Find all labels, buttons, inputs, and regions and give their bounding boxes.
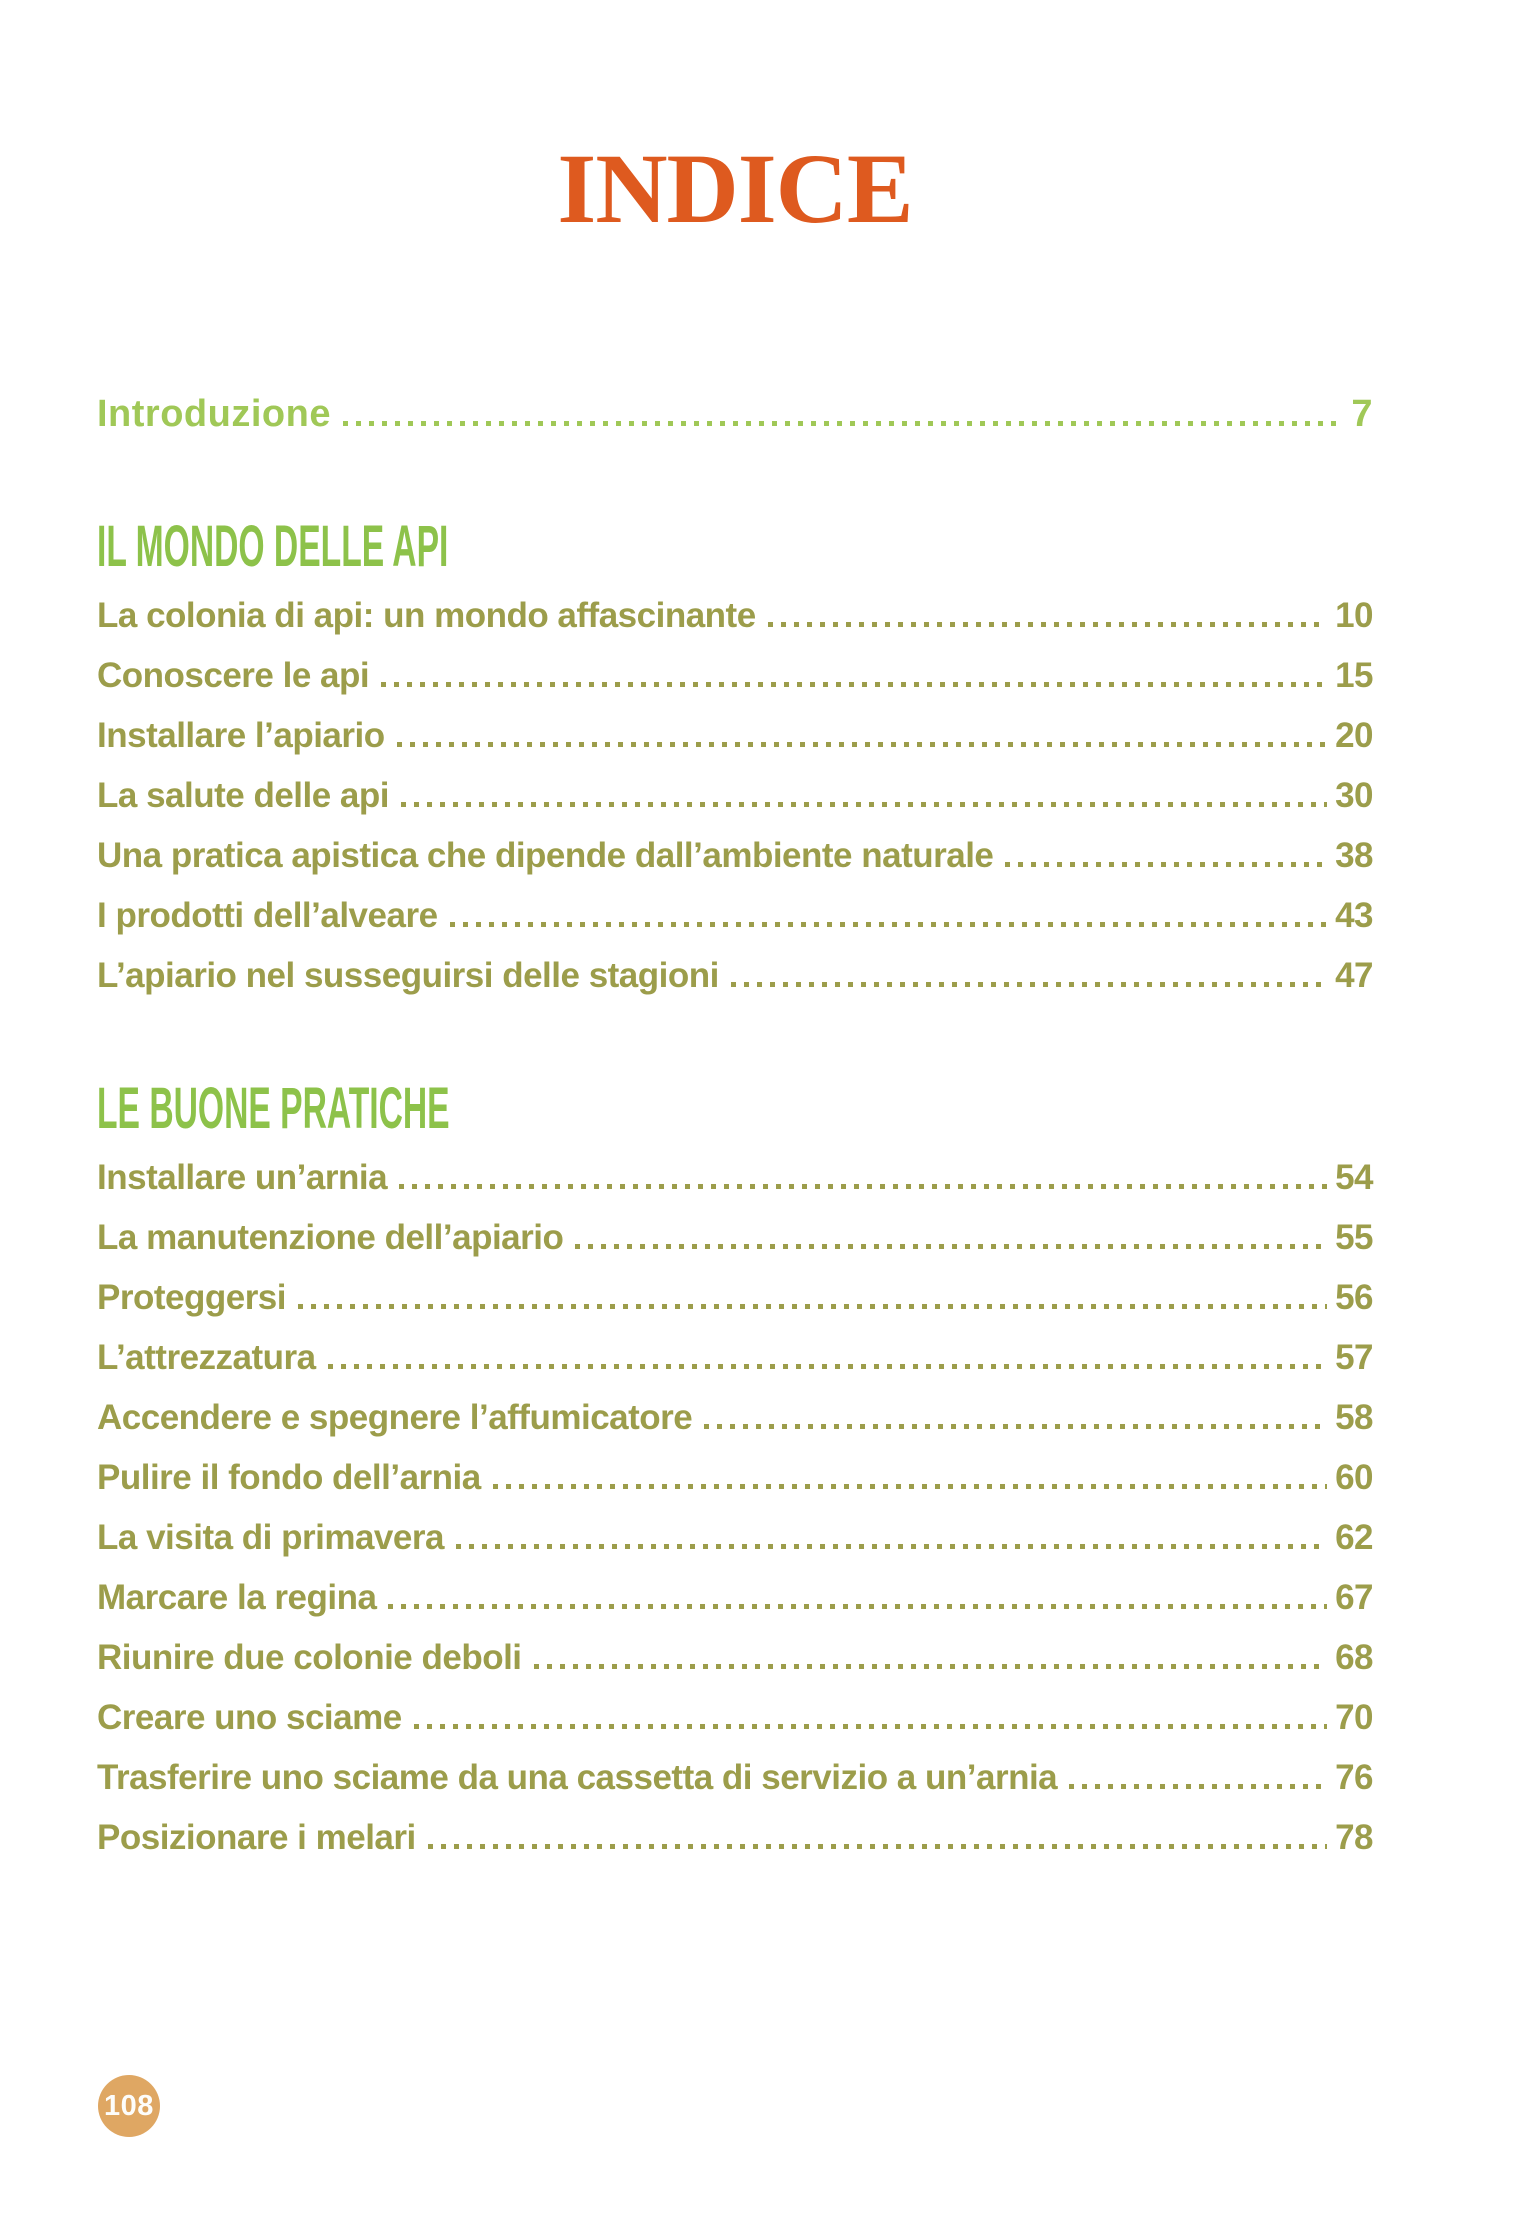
dot-leader <box>456 1544 1327 1549</box>
toc-entry-row <box>97 826 1373 886</box>
toc-entry-label: Installare un’arnia <box>97 1158 388 1197</box>
toc-entry-row <box>97 706 1373 766</box>
toc-entry-row <box>97 766 1373 826</box>
toc-entry-row <box>97 1688 1373 1748</box>
toc-entry-label: Una pratica apistica che dipende dall’ambiente naturale <box>97 836 994 875</box>
toc-entry-row <box>97 1808 1373 1868</box>
dot-leader <box>575 1244 1327 1249</box>
toc-entry-page-number: 78 <box>1335 1818 1373 1857</box>
toc-entry-page-number: 68 <box>1335 1638 1373 1677</box>
toc-entry-row <box>97 1328 1373 1388</box>
toc-entry-row <box>97 586 1373 646</box>
toc-entry-page-number: 60 <box>1335 1458 1373 1497</box>
toc-entry-page-number: 10 <box>1335 596 1373 635</box>
toc-entry-row <box>97 1508 1373 1568</box>
toc-entry-row <box>97 1268 1373 1328</box>
toc-entry-page-number: 70 <box>1335 1698 1373 1737</box>
dot-leader <box>414 1724 1327 1729</box>
toc-intro-row <box>97 384 1373 444</box>
section-rows <box>97 586 1373 1006</box>
toc-entry-page-number: 15 <box>1335 656 1373 695</box>
toc-entry-page-number: 56 <box>1335 1278 1373 1317</box>
toc-entry-page-number: 30 <box>1335 776 1373 815</box>
dot-leader <box>401 802 1327 807</box>
dot-leader <box>388 1604 1327 1609</box>
toc-entry-label: L’apiario nel susseguirsi delle stagioni <box>97 956 719 995</box>
dot-leader <box>768 622 1327 627</box>
toc-entry-row <box>97 1568 1373 1628</box>
toc-intro-page-number: 7 <box>1351 393 1373 435</box>
toc-entry-label: L’attrezzatura <box>97 1338 316 1377</box>
dot-leader <box>399 1184 1327 1189</box>
dot-leader <box>1069 1784 1327 1789</box>
toc-sections <box>97 514 1373 1868</box>
toc-entry-row <box>97 946 1373 1006</box>
toc-entry-label: Marcare la regina <box>97 1578 377 1617</box>
toc-entry-row <box>97 1148 1373 1208</box>
toc-entry-page-number: 54 <box>1335 1158 1373 1197</box>
dot-leader <box>397 742 1327 747</box>
toc-entry-label: La colonia di api: un mondo affascinante <box>97 596 756 635</box>
toc-entry-page-number: 58 <box>1335 1398 1373 1437</box>
toc-entry-page-number: 76 <box>1335 1758 1373 1797</box>
dot-leader <box>1005 862 1327 867</box>
toc-entry-label: Trasferire uno sciame da una cassetta di servizio a un’arnia <box>97 1758 1058 1797</box>
dot-leader <box>328 1364 1327 1369</box>
toc-entry-page-number: 55 <box>1335 1218 1373 1257</box>
dot-leader <box>731 982 1327 987</box>
toc-entry-label: Riunire due colonie deboli <box>97 1638 522 1677</box>
toc-entry-row <box>97 1748 1373 1808</box>
toc-entry-label: Installare l’apiario <box>97 716 385 755</box>
toc-entry-page-number: 62 <box>1335 1518 1373 1557</box>
toc-entry-label: La manutenzione dell’apiario <box>97 1218 564 1257</box>
toc-entry-page-number: 38 <box>1335 836 1373 875</box>
toc-entry-row <box>97 1628 1373 1688</box>
toc-entry-label: Pulire il fondo dell’arnia <box>97 1458 481 1497</box>
toc-page <box>0 133 1536 1868</box>
toc-entry-label: Accendere e spegnere l’affumicatore <box>97 1398 693 1437</box>
toc-entry-label: Proteggersi <box>97 1278 286 1317</box>
toc-entry-row <box>97 1208 1373 1268</box>
toc-entry-label: Creare uno sciame <box>97 1698 402 1737</box>
dot-leader <box>298 1304 1327 1309</box>
section-rows <box>97 1148 1373 1868</box>
toc-entry-page-number: 20 <box>1335 716 1373 755</box>
toc-intro-label: Introduzione <box>97 393 331 435</box>
toc-entry-label: Conoscere le api <box>97 656 370 695</box>
toc-entry-row <box>97 646 1373 706</box>
dot-leader <box>343 421 1343 426</box>
dot-leader <box>428 1844 1327 1849</box>
toc-entry-label: La salute delle api <box>97 776 389 815</box>
dot-leader <box>381 682 1327 687</box>
toc-section <box>97 514 1373 1006</box>
toc-entry-page-number: 47 <box>1335 956 1373 995</box>
toc-entry-row <box>97 886 1373 946</box>
dot-leader <box>704 1424 1327 1429</box>
page-title: INDICE <box>557 133 913 244</box>
toc-entry-row <box>97 1448 1373 1508</box>
toc-section <box>97 1076 1373 1868</box>
toc-entry-label: Posizionare i melari <box>97 1818 416 1857</box>
page-number-badge-label: 108 <box>104 2089 154 2122</box>
dot-leader <box>450 922 1328 927</box>
toc-entry-page-number: 67 <box>1335 1578 1373 1617</box>
toc-entry-label: La visita di primavera <box>97 1518 444 1557</box>
toc-entry-page-number: 43 <box>1335 896 1373 935</box>
section-heading: IL MONDO DELLE API <box>97 514 449 579</box>
toc-entry-row <box>97 1388 1373 1448</box>
toc-entry-page-number: 57 <box>1335 1338 1373 1377</box>
section-heading: LE BUONE PRATICHE <box>97 1076 450 1141</box>
page-number-badge <box>98 2075 160 2137</box>
dot-leader <box>493 1484 1327 1489</box>
toc-entry-label: I prodotti dell’alveare <box>97 896 438 935</box>
dot-leader <box>534 1664 1328 1669</box>
